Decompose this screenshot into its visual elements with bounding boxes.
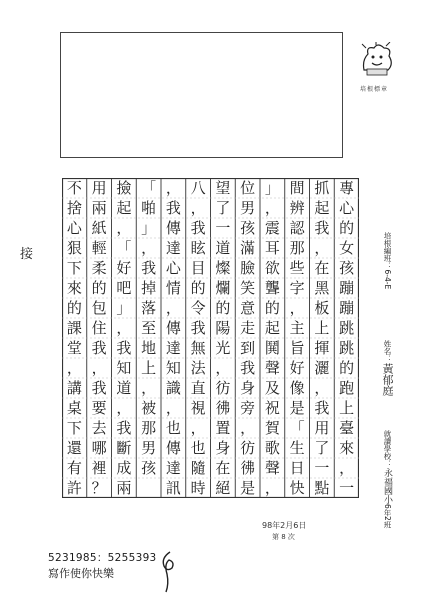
barcode-number: 5231985：5255393 [48, 552, 157, 564]
stamp-label: 培根標章 [360, 86, 389, 93]
text-column: 撿 起 ， 「 好 吧 」 ， 我 知 道 ， 我 斷 成 兩 [116, 179, 132, 497]
name-block [383, 340, 392, 396]
date-text: 98年2月6日 [262, 521, 307, 530]
text-column: 用 兩 紙 輕 柔 的 包 住 我 ， 我 要 去 哪 裡 ？ [91, 179, 107, 497]
grade-value: 6年 [383, 503, 392, 516]
text-column: 」 ， 震 耳 欲 聾 的 起 鬨 聲 及 祝 賀 歌 聲 ， [264, 179, 280, 497]
margin-mark: 接 [20, 247, 34, 262]
school-block [383, 430, 392, 528]
text-column: 八 ， 我 眩 目 的 令 我 無 法 直 視 ， 也 隨 時 [190, 179, 206, 497]
manuscript-grid [62, 178, 359, 498]
school-label: 就讀學校： [383, 430, 392, 468]
class-label: 培根編班：6-4-E [383, 232, 392, 290]
ink-scribble-icon [158, 550, 180, 594]
text-column: 專 心 的 女 孩 蹦 蹦 跳 跳 的 跑 上 臺 來 ， 一 [339, 179, 355, 497]
text-column: ， 我 傳 達 心 情 ， 傳 達 知 識 ， 也 傳 達 訊 [165, 179, 181, 497]
motto-text: 寫作使你快樂 [48, 567, 114, 580]
stamp-mascot-icon [356, 42, 396, 76]
name-value: 黃郁庭 [381, 362, 394, 396]
text-column: 抓 起 我 ， 在 黑 板 上 揮 灑 ， 我 用 了 一 點 [314, 179, 330, 497]
text-column: 不 捨 心 狠 下 來 的 課 堂 ， 講 桌 下 還 有 許 [66, 179, 82, 497]
school-value: 永福國小 [382, 467, 392, 504]
name-label: 姓名： [383, 340, 392, 363]
text-column: 間 辨 認 那 些 字 ， 主 旨 好 像 是 「 生 日 快 [289, 179, 305, 497]
teacher-comment-box [60, 32, 343, 158]
text-column: 位 男 孩 滿 臉 笑 意 走 到 我 身 旁 ， 彷 彿 是 [240, 179, 256, 497]
text-column: 「 啪 」 ， 我 掉 落 至 地 上 ， 被 那 男 孩 [141, 179, 157, 477]
class-value: 2班 [383, 515, 392, 529]
text-column: 望 了 一 道 燦 爛 的 陽 光 ， 彷 彿 置 身 在 絕 [215, 179, 231, 497]
attempt-number: 第 8 次 [272, 533, 295, 541]
